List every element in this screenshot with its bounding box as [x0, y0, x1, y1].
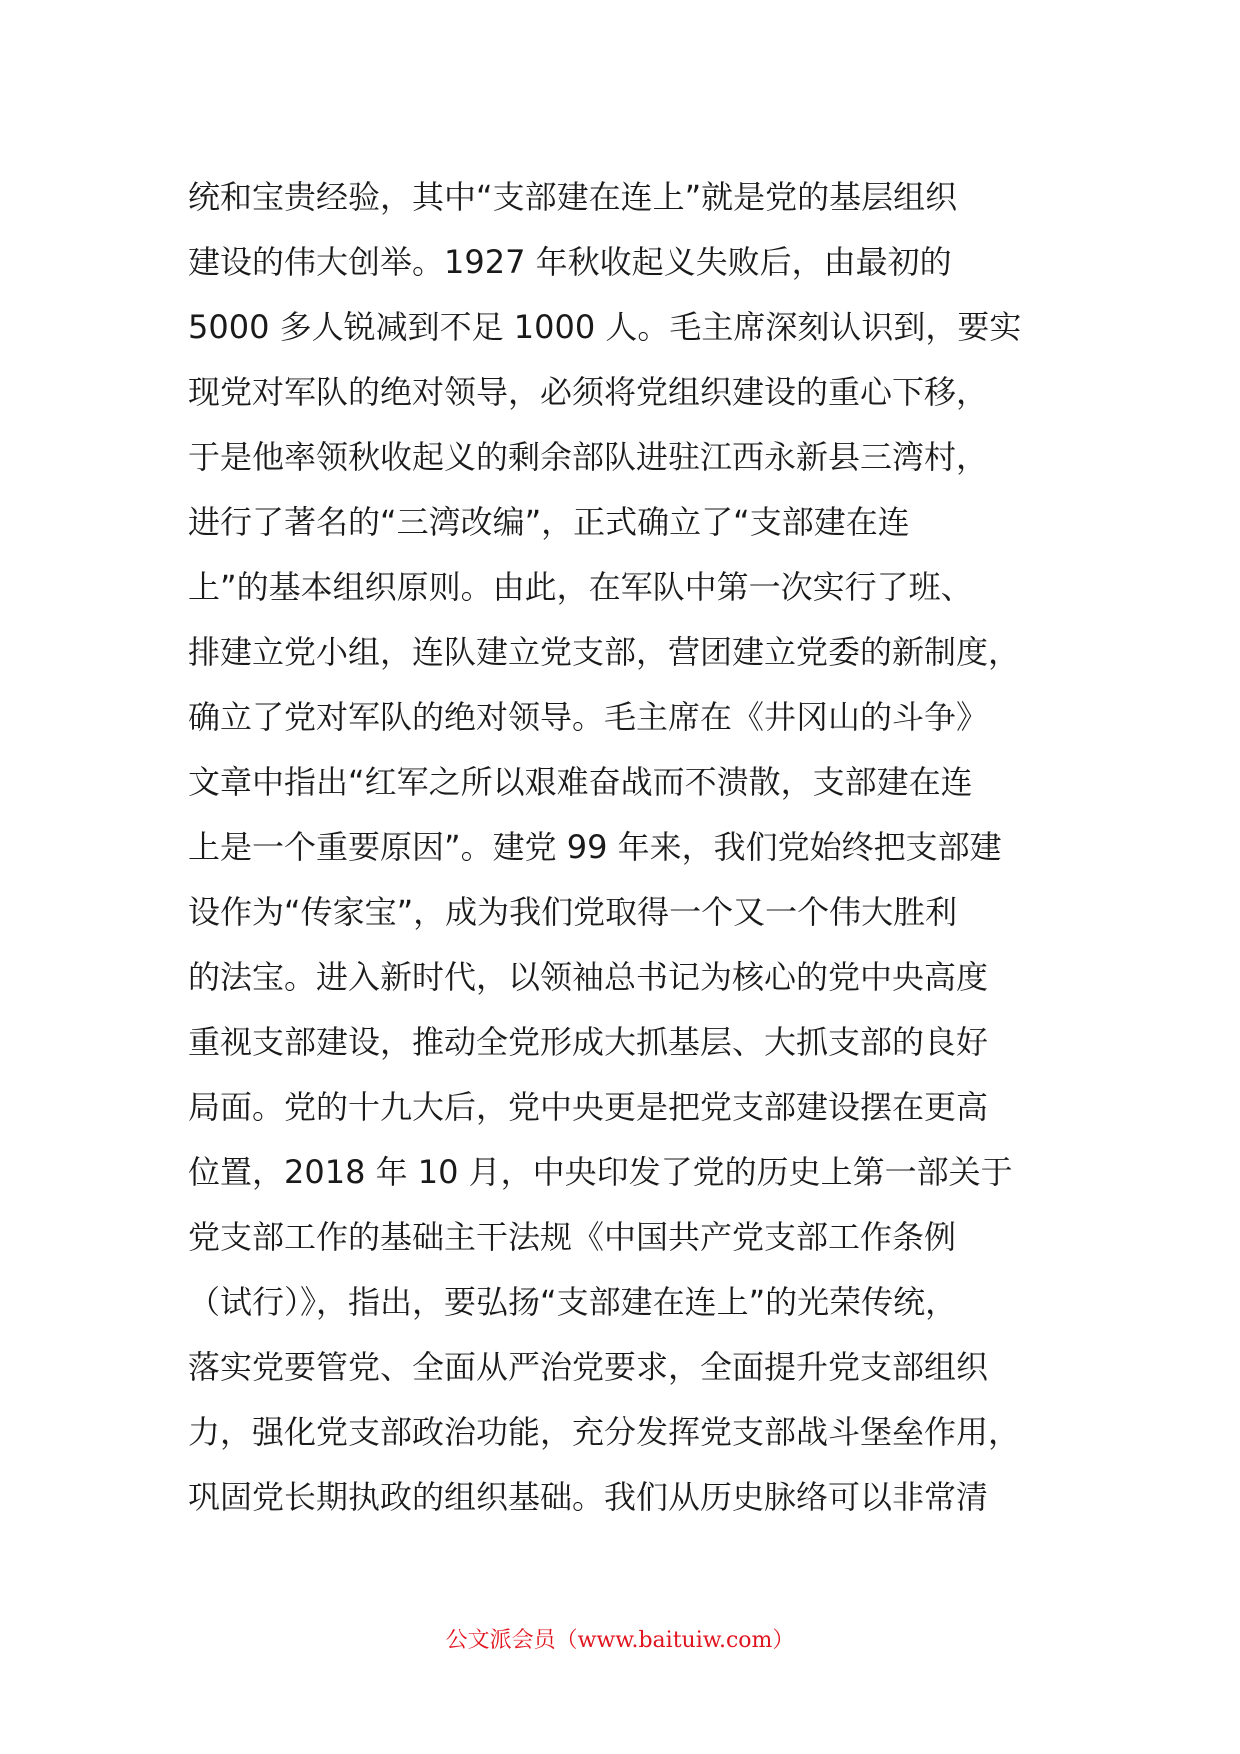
text-line: 统和宝贵经验，其中“支部建在连上”就是党的基层组织	[188, 178, 958, 216]
text-line: 上是一个重要原因”。建党 99 年来，我们党始终把支部建	[188, 828, 1002, 866]
text-line: 力，强化党支部政治功能，充分发挥党支部战斗堡垒作用，	[188, 1413, 1021, 1451]
text-line: 巩固党长期执政的组织基础。我们从历史脉络可以非常清	[188, 1478, 989, 1516]
text-line: 排建立党小组，连队建立党支部，营团建立党委的新制度，	[188, 633, 1021, 671]
text-line: 确立了党对军队的绝对领导。毛主席在《井冈山的斗争》	[188, 698, 989, 736]
text-line: 位置，2018 年 10 月，中央印发了党的历史上第一部关于	[188, 1153, 1013, 1191]
text-line: 局面。党的十九大后，党中央更是把党支部建设摆在更高	[188, 1088, 989, 1126]
footer-watermark[interactable]: 公文派会员（www.baituiw.com）	[445, 1628, 795, 1653]
text-line: 现党对军队的绝对领导，必须将党组织建设的重心下移，	[188, 373, 989, 411]
text-line: 文章中指出“红军之所以艰难奋战而不溃散，支部建在连	[188, 763, 973, 801]
text-line: 落实党要管党、全面从严治党要求，全面提升党支部组织	[188, 1348, 989, 1386]
text-line: 设作为“传家宝”，成为我们党取得一个又一个伟大胜利	[188, 893, 958, 931]
text-line: 党支部工作的基础主干法规《中国共产党支部工作条例	[188, 1218, 957, 1256]
text-line: 5000 多人锐减到不足 1000 人。毛主席深刻认识到，要实	[188, 308, 1022, 346]
text-line: 于是他率领秋收起义的剩余部队进驻江西永新县三湾村，	[188, 438, 989, 476]
body-text	[188, 172, 1068, 1537]
text-line: （试行）》，指出，要弘扬“支部建在连上”的光荣传统，	[188, 1283, 958, 1321]
text-line: 上”的基本组织原则。由此，在军队中第一次实行了班、	[188, 568, 973, 606]
text-line: 建设的伟大创举。1927 年秋收起义失败后，由最初的	[188, 243, 952, 281]
text-line: 进行了著名的“三湾改编”，正式确立了“支部建在连	[188, 503, 910, 541]
text-line: 重视支部建设，推动全党形成大抓基层、大抓支部的良好	[188, 1023, 989, 1061]
text-line: 的法宝。进入新时代，以领袖总书记为核心的党中央高度	[188, 958, 989, 996]
